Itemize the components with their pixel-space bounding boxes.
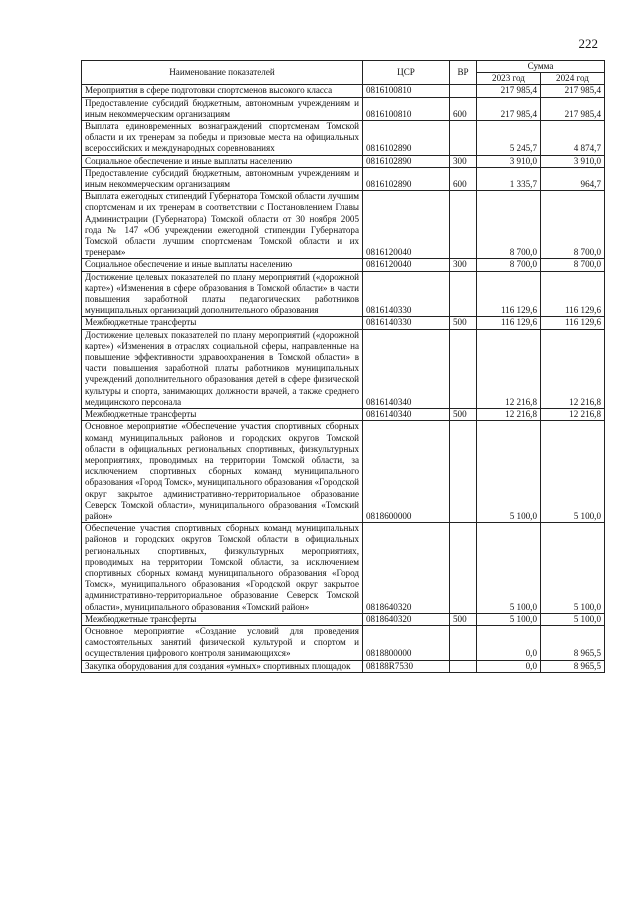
row-sum-2024: 5 100,0 <box>541 523 605 614</box>
row-name: Предоставление субсидий бюджетным, автономным учреждениям и иным некоммерческим организациям <box>82 167 363 190</box>
table-row <box>82 155 605 167</box>
row-vr <box>450 660 477 672</box>
row-name: Обеспечение участия спортивных сборных команд муниципальных районов и городских округов Томской области в официальных региональных спортивных, физкультурных мероприятиях, проводимых на территории Томской области, за исключением спортивных сборных команд муниципального образования «Город Томск», муниципального образования «Городской округ закрытое административно-территориальное образование Северск Томской области», муниципального образования «Томский район» <box>82 523 363 614</box>
row-sum-2024: 8 700,0 <box>541 259 605 271</box>
table-row <box>82 121 605 156</box>
row-vr <box>450 625 477 660</box>
row-vr: 600 <box>450 167 477 190</box>
row-sum-2023: 8 700,0 <box>477 191 541 259</box>
table-header <box>82 61 605 85</box>
row-sum-2024: 116 129,6 <box>541 271 605 317</box>
header-year-2023: 2023 год <box>477 73 541 85</box>
row-sum-2023: 217 985,4 <box>477 85 541 97</box>
row-sum-2023: 0,0 <box>477 660 541 672</box>
row-csr: 08188R7530 <box>363 660 450 672</box>
table-row <box>82 97 605 120</box>
row-vr <box>450 85 477 97</box>
row-sum-2023: 12 216,8 <box>477 329 541 408</box>
row-vr <box>450 121 477 156</box>
row-csr: 0816140330 <box>363 271 450 317</box>
row-name: Выплата единовременных вознаграждений спортсменам Томской области и их тренерам за победы и призовые места на официальных всероссийских и международных соревнованиях <box>82 121 363 156</box>
row-csr: 0818600000 <box>363 421 450 523</box>
table-row <box>82 660 605 672</box>
row-sum-2023: 5 100,0 <box>477 613 541 625</box>
table-row <box>82 191 605 259</box>
table-row <box>82 409 605 421</box>
row-name: Социальное обеспечение и иные выплаты населению <box>82 155 363 167</box>
row-name: Межбюджетные трансферты <box>82 317 363 329</box>
row-vr <box>450 191 477 259</box>
row-csr: 0816120040 <box>363 259 450 271</box>
table-row <box>82 613 605 625</box>
row-sum-2024: 4 874,7 <box>541 121 605 156</box>
row-sum-2024: 5 100,0 <box>541 421 605 523</box>
row-csr: 0816120040 <box>363 191 450 259</box>
row-sum-2023: 5 245,7 <box>477 121 541 156</box>
header-name: Наименование показателей <box>82 61 363 85</box>
row-name: Основное мероприятие «Создание условий для проведения самостоятельных занятий физической культурой и спортом и осуществления цифрового контроля занимающихся» <box>82 625 363 660</box>
table-row <box>82 317 605 329</box>
row-csr: 0816100810 <box>363 85 450 97</box>
row-csr: 0816140330 <box>363 317 450 329</box>
row-sum-2023: 0,0 <box>477 625 541 660</box>
row-sum-2023: 5 100,0 <box>477 523 541 614</box>
row-sum-2024: 12 216,8 <box>541 409 605 421</box>
row-sum-2023: 116 129,6 <box>477 317 541 329</box>
row-sum-2024: 217 985,4 <box>541 85 605 97</box>
header-sum: Сумма <box>477 61 605 73</box>
header-vr: ВР <box>450 61 477 85</box>
table-row <box>82 271 605 317</box>
row-sum-2024: 964,7 <box>541 167 605 190</box>
row-vr: 600 <box>450 97 477 120</box>
row-sum-2024: 116 129,6 <box>541 317 605 329</box>
row-name: Социальное обеспечение и иные выплаты населению <box>82 259 363 271</box>
table-row <box>82 167 605 190</box>
row-csr: 0816100810 <box>363 97 450 120</box>
budget-table <box>81 60 605 673</box>
table-row <box>82 625 605 660</box>
table-row <box>82 421 605 523</box>
table-row <box>82 329 605 408</box>
row-sum-2024: 12 216,8 <box>541 329 605 408</box>
row-vr <box>450 271 477 317</box>
row-csr: 0816140340 <box>363 409 450 421</box>
table-row <box>82 85 605 97</box>
row-csr: 0816102890 <box>363 155 450 167</box>
row-sum-2023: 217 985,4 <box>477 97 541 120</box>
row-sum-2024: 8 965,5 <box>541 660 605 672</box>
row-vr: 300 <box>450 259 477 271</box>
header-year-2024: 2024 год <box>541 73 605 85</box>
row-vr: 300 <box>450 155 477 167</box>
row-vr <box>450 523 477 614</box>
page-number: 222 <box>578 36 598 51</box>
row-sum-2023: 1 335,7 <box>477 167 541 190</box>
row-name: Мероприятия в сфере подготовки спортсменов высокого класса <box>82 85 363 97</box>
row-name: Предоставление субсидий бюджетным, автономным учреждениям и иным некоммерческим организациям <box>82 97 363 120</box>
row-name: Основное мероприятие «Обеспечение участия спортивных сборных команд муниципальных районов и городских округов Томской области в официальных региональных спортивных, физкультурных мероприятиях, проводимых на территории Томской области, за исключением спортивных сборных команд муниципального образования «Город Томск», муниципального образования «Городской округ закрытое административно-территориальное образование Северск Томской области», муниципального образования «Томский район» <box>82 421 363 523</box>
row-sum-2023: 5 100,0 <box>477 421 541 523</box>
row-vr <box>450 421 477 523</box>
table-body <box>82 85 605 672</box>
row-vr: 500 <box>450 613 477 625</box>
row-sum-2023: 116 129,6 <box>477 271 541 317</box>
row-csr: 0818640320 <box>363 613 450 625</box>
row-csr: 0816140340 <box>363 329 450 408</box>
row-sum-2023: 8 700,0 <box>477 259 541 271</box>
row-name: Достижение целевых показателей по плану мероприятий («дорожной карте») «Изменения в отраслях социальной сферы, направленные на повышение эффективности здравоохранения в Томской области» в части повышения заработной платы работников муниципальных учреждений дополнительного образования детей в сфере физической культуры и спорта, занимающих должности врачей, а также среднего медицинского персонала <box>82 329 363 408</box>
header-csr: ЦСР <box>363 61 450 85</box>
row-sum-2024: 3 910,0 <box>541 155 605 167</box>
table-row <box>82 259 605 271</box>
row-name: Достижение целевых показателей по плану мероприятий («дорожной карте») «Изменения в сфере образования в Томской области» в части повышения заработной платы педагогических работников муниципальных организаций дополнительного образования <box>82 271 363 317</box>
row-csr: 0818640320 <box>363 523 450 614</box>
row-name: Закупка оборудования для создания «умных» спортивных площадок <box>82 660 363 672</box>
row-csr: 0816102890 <box>363 167 450 190</box>
row-sum-2024: 5 100,0 <box>541 613 605 625</box>
row-sum-2024: 8 965,5 <box>541 625 605 660</box>
row-name: Выплата ежегодных стипендий Губернатора Томской области лучшим спортсменам и их тренерам в соответствии с Постановлением Главы Администрации (Губернатора) Томской области от 30 ноября 2005 года № 147 «Об учреждении ежегодной стипендии Губернатора Томской области лучшим спортсменам Томской области и их тренерам» <box>82 191 363 259</box>
row-vr <box>450 329 477 408</box>
row-name: Межбюджетные трансферты <box>82 613 363 625</box>
table-row <box>82 523 605 614</box>
row-sum-2023: 12 216,8 <box>477 409 541 421</box>
row-sum-2024: 217 985,4 <box>541 97 605 120</box>
row-csr: 0816102890 <box>363 121 450 156</box>
row-name: Межбюджетные трансферты <box>82 409 363 421</box>
row-vr: 500 <box>450 409 477 421</box>
row-sum-2024: 8 700,0 <box>541 191 605 259</box>
row-sum-2023: 3 910,0 <box>477 155 541 167</box>
row-vr: 500 <box>450 317 477 329</box>
row-csr: 0818800000 <box>363 625 450 660</box>
